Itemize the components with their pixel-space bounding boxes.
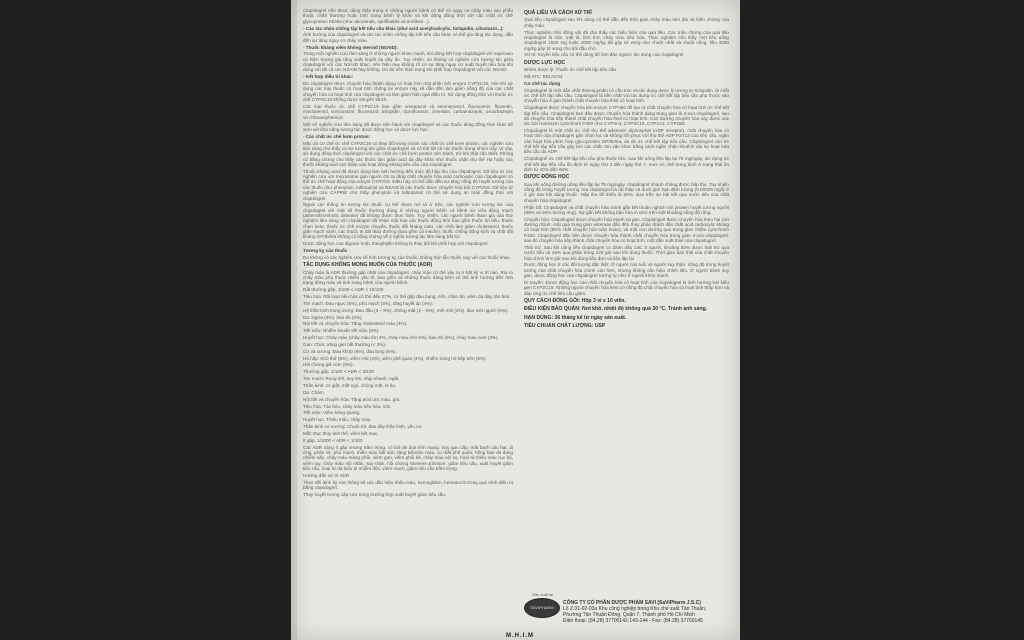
company-logo — [524, 598, 560, 618]
paragraph: Phân bố: Clopidogrel và chất chuyển hóa chính gắn kết thuận nghịch với protein huyết tương người (98% và 94% tương ứng). Sự gắn kết không bão hòa in vitro trên một khoảng nồng độ rộng. — [524, 204, 729, 215]
company-block — [563, 600, 738, 624]
paragraph: Thường gặp, 1/100 < ADR < 3/100 — [303, 369, 374, 375]
paragraph: Clopidogrel ức chế kết tập tiểu cầu phụ thuộc liều. Sau khi uống liều lặp lại 75 mg/ngày, tác dụng ức chế kết tập tiểu cầu ổn định từ ngày thứ 3 đến ngày thứ 7, mức ức chế trung bình ở trạng thái ổn định từ 40% đến 60%. — [524, 156, 729, 172]
section-heading: TIÊU CHUẨN CHẤT LƯỢNG: USP — [524, 323, 606, 330]
page-shadow — [291, 0, 297, 640]
paragraph: Huyết học: Thiếu máu, chảy máu. — [303, 417, 372, 423]
subheading: - Các chất ức chế bơm proton: — [303, 133, 371, 139]
paragraph: Rất thường gặp, 3/100 < ADR < 10/100 — [303, 287, 384, 293]
paragraph: Tim mạch: Đau ngực (8%), phù mạch (4%), tăng huyết áp (4%). — [303, 300, 434, 306]
paragraph: Hệ thần kinh trung ương: Đau đầu (3 – 8%), chóng mặt (2 – 5%), mệt mỏi (3%), đau mỏi người (6%). — [303, 307, 509, 313]
paragraph: Ảnh hưởng của clopidogrel và các tác nhân chống tập kết tiểu cầu khác có thể gia tăng tác dụng, dẫn đến sự tăng nguy cơ chảy máu. — [303, 32, 513, 43]
paragraph: Hội chứng giả cúm (8%). — [303, 362, 354, 368]
paragraph: Ngoài các thông tin tương tác thuốc cụ thể được mô tả ở trên, các nghiên cứu tương tác của clopidogrel với một số thuốc thường dùng ở những người bệnh có bệnh xơ vữa động mạch (atherothrombotic disease) đã không được thực hiện. Tuy nhiên, các người bệnh tham gia vào thử nghiệm lâm sàng với clopidogrel đã nhận một loạt các thuốc đồng thời bao gồm thuốc lợi tiểu, thuốc chẹn beta, thuốc ức chế enzym chuyển, thuốc đối kháng calci, các chất làm giảm cholesterol, thuốc giãn mạch vành, các thuốc trị đái tháo đường (bao gồm cả insulin), thuốc chống động kinh và chất đối kháng GPIIb/IIIa không có bằng chứng về ý nghĩa tương tác lâm sàng bất lợi. — [303, 202, 513, 240]
section-heading: TÁC DỤNG KHÔNG MONG MUỐN CỦA THUỐC (ADR) — [303, 262, 433, 269]
paragraph: Clopidogrel được chuyển hóa bởi enzym CYP450 để tạo ra chất chuyển hóa có hoạt tính ức chế kết tập tiểu cầu. Clopidogrel ban đầu được chuyển hóa thành dạng trung gian là 2-oxo-clopidogrel, sau đó chuyển hóa tiếp thành chất chuyển hóa thiol có hoạt tính. Con đường chuyển hóa này được xúc tác bởi isoenzym cytochrom P450 như CYP3A4, CYP2C19, CYP1A2, CYP2B6. — [524, 105, 729, 127]
subheading: Tương kỵ của thuốc — [303, 248, 348, 254]
paragraph: Mã ATC: B01AC04 — [524, 73, 563, 79]
paragraph: Tiết niệu: Viêm bàng quang. — [303, 410, 361, 416]
paragraph: Xử trí: truyền tiểu cầu có thể dùng để làm đảo ngược tác dụng của clopidogrel. — [524, 52, 685, 58]
paragraph: Thay huyết tương cấp cứu trong trường hợp xuất huyết giảm tiểu cầu. — [303, 491, 447, 497]
section-heading: QUY CÁCH ĐÓNG GÓI: Hộp 3 vỉ x 10 viên. — [524, 298, 626, 304]
section-heading: DƯỢC LỰC HỌC — [524, 59, 566, 66]
paragraph: Chuyển hóa: Clopidogrel được chuyển hóa mạnh tại gan. Clopidogrel được chuyển hóa theo hai con đường chính: một qua trung gian esterase dẫn đến thủy phân thành dẫn chất acid carboxylic không có hoạt tính (85% chất chuyển hóa tuần hoàn), và một con đường qua trung gian nhiều cytochrom P450. Clopidogrel đầu tiên được chuyển hóa thành chất chuyển hóa trung gian 2-oxo-clopidogrel, sau đó chuyển hóa tiếp thành chất chuyển hóa có hoạt tính, một dẫn xuất thiol của clopidogrel. — [524, 216, 729, 244]
paragraph: Do không có các nghiên cứu về tính tương kỵ của thuốc, không trộn lẫn thuốc này với các thuốc khác. — [303, 254, 512, 260]
paragraph: Tim mạch: Rung nhĩ, suy tim, nhịp nhanh, ngất. — [303, 376, 400, 382]
bottom-tag: M.H.I.M — [506, 633, 534, 639]
paragraph: Thuốc kháng acid đã được dùng làm ảnh hưởng đến mức độ hấp thu của clopidogrel. Dữ liệu từ các nghiên cứu với microsome gan người chỉ ra rằng chất chuyển hóa acid carboxylic của clopidogrel có thể ức chế hoạt động của enzym CYP2C9. Điều này có thể dẫn đến sự tăng nồng độ huyết tương của các thuốc như phenytoin, tolbutamid và NSAID là các thuốc được chuyển hóa bởi CYP2C9. Dữ liệu từ nghiên cứu CAPRIE cho thấy phenytoin và tolbutamid có thể sử dụng an toàn đồng thời với clopidogrel. — [303, 168, 513, 201]
company-address-2: Phường Tân Thuận Đông, Quận 7, Thành phố Hồ Chí Minh — [563, 612, 695, 618]
paragraph: Tiêu hóa: Rối loạn tiêu hóa có thể đến 27%, có thể gặp đau bụng, nôn, chán ăn, viêm dạ dày, táo bón. — [303, 294, 511, 299]
subheading: Cơ chế tác dụng — [524, 80, 561, 86]
paragraph: Sau khi uống đường uống liều lặp lại 75 mg/ngày, clopidogrel nhanh chóng được hấp thu. Tuy nhiên nồng độ trong huyết tương của clopidogrel là rất thấp và dưới giới hạn định lượng (0,00025 mg/l) ở 2 giờ sau khi dùng thuốc. Hấp thu tối thiểu là 50%, dựa trên sự bài tiết qua nước tiểu của chất chuyển hóa clopidogrel. — [524, 181, 729, 203]
paragraph: Nội tiết và chuyển hóa: Tăng acid uric máu, gút. — [303, 396, 401, 402]
paragraph: Mặc dù cơ chế ức chế CYP2C19 có thay đổi trong nhóm các chất ức chế bơm proton, các nghiên cứu lâm sàng cho thấy có sự tương tác giữa clopidogrel và có thể tất cả các thuốc trong nhóm này. Vì vậy, sử dụng đồng thời clopidogrel với các chất ức chế bơm proton nên tránh, trừ khi thật cần thiết. Không có bằng chứng cho thấy các thuốc làm giảm acid dạ dày khác như thuốc chặn thụ thể H2 hoặc các thuốc kháng acid can thiệp vào hoạt động kháng tiểu cầu của clopidogrel. — [303, 140, 513, 167]
paragraph: Một số nghiên cứu lâm sàng đã được tiến hành với clopidogrel và các thuốc dùng đồng thời khác để xem xét khả năng tương tác dược động học và dược lực học. — [303, 121, 513, 132]
paragraph: Hướng dẫn xử trí ADR — [303, 472, 350, 478]
paragraph: Thực nghiệm trên động vật đã cho thấy các biểu hiện của quá liều. Các triệu chứng của quá liều clopidogrel là nôn, mệt lả, khó thở, chảy máu tiêu hóa. Thực nghiệm cho thấy một liều uống clopidogrel 1500 mg hoặc 2000 mg/kg đã gây tử vong cho chuột nhắt và chuột cống, liều 3000 mg/kg gây tử vong cho khỉ đầu chó. — [524, 29, 729, 51]
paragraph: Dược động học ở các đối tượng đặc biệt: Ở người cao tuổi và người suy thận, nồng độ trong huyết tương của chất chuyển hóa chính cao hơn, nhưng không cần hiệu chỉnh liều. Ở người bệnh suy gan, dược động học của clopidogrel tương tự như ở người khỏe mạnh. — [524, 262, 729, 279]
paragraph: Tiết niệu: Nhiễm khuẩn tiết niệu (3%). — [303, 328, 380, 334]
paragraph: Các ADR nặng ít gặp nhưng trầm trọng, có thể đe dọa tính mạng: Suy gan cấp, mất bạch cầu hạt, dị ứng, phản vệ, phù mạch, thiếu máu bất sản, tăng bilirubin máu, co thắt phế quản, hồng ban đa dạng nhiễm sắc, chảy máu màng phổi, viêm gan, viêm phổi kẽ, chảy máu nội sọ, hoại tử thiếu máu cục bộ, viêm tụy, chảy máu nội nhãn, suy thận, hội chứng Stevens-Johnson, giảm tiểu cầu, xuất huyết giảm tiểu cầu, hoại tử da biểu bì nhiễm độc, viêm mạch, giảm tiểu cầu trầm trọng. — [303, 444, 513, 471]
section-heading: HẠN DÙNG: 36 tháng kể từ ngày sản xuất. — [524, 314, 627, 321]
paragraph: Thần kinh cơ vương: Chuột rút, đau dây thần kinh, yếu cơ. — [303, 424, 423, 430]
paragraph: Gan: Chức năng gan bất thường (< 3%). — [303, 341, 387, 347]
paragraph: Clopidogrel nên được dùng thận trọng ở những người bệnh có thể có nguy cơ chảy máu sau phẫu thuật, chấn thương hoặc tình trạng bệnh lý khác và khi dùng đồng thời với các chất ức chế glycoprotein IIb/IIIa (như abciximab, eptifibatide và tirofiban...). — [303, 8, 513, 24]
paragraph: Mắt: Đục thủy tinh thể, viêm kết mạc. — [303, 430, 379, 436]
paragraph: Di truyền: Dược động học của chất chuyển hóa có hoạt tính của clopidogrel bị ảnh hưởng bởi kiểu gen CYP2C19. Những người chuyển hóa kém có nồng độ chất chuyển hóa có hoạt tính thấp hơn và đáp ứng ức chế tiểu cầu giảm. — [524, 279, 729, 296]
paragraph: Trong một nghiên cứu lâm sàng ở những người khỏe mạnh, khi dùng kết hợp clopidogrel với naproxen có hiện tượng gia tăng xuất huyết dạ dày ẩn. Tuy nhiên, do không có nghiên cứu tương tác giữa clopidogrel với các NSAID khác, nên hiện nay không rõ có sự tăng nguy cơ xuất huyết tiêu hóa khi dùng với tất cả các NSAID hay không. Do đó nên thận trọng khi phối hợp clopidogrel với các NSAID. — [303, 51, 513, 73]
section-heading: QUÁ LIỀU VÀ CÁCH XỬ TRÍ — [524, 10, 592, 16]
paragraph: Da: Chàm. — [303, 389, 325, 395]
subheading: - Thuốc kháng viêm không steroid (NSAID): — [303, 44, 398, 50]
paragraph: Thần kinh: co giật, mất ngủ, chóng mặt, lo âu. — [303, 382, 397, 388]
signature-label: Sản xuất tại — [532, 592, 554, 597]
section-heading: ĐIỀU KIỆN BẢO QUẢN: Nơi khô, nhiệt độ không quá 30 °C. Tránh ánh sáng. — [524, 306, 708, 313]
paragraph: Hô hấp: Khó thở (5%), viêm mũi (4%), viêm phế quản (4%), nhiễm trùng hô hấp trên (9%). — [303, 355, 487, 361]
paragraph: Quá liều clopidogrel sau khi dùng có thể dẫn đến thời gian chảy máu kéo dài và biến chứng của chảy máu. — [524, 17, 729, 28]
paragraph: Da: Ngứa (4%), ban đỏ (3%). — [303, 314, 363, 320]
paragraph: Do clopidogrel được chuyển hóa thành dạng có hoạt tính một phần bởi enzym CYP2C19, nên khi sử dụng các loại thuốc có hoạt tính chống lại enzym này sẽ dẫn đến làm giảm nồng độ của các chất chuyển hóa có hoạt tính của clopidogrel và làm giảm hiệu quả điều trị. Sử dụng đồng thời với thuốc ức chế CYP2C19 không được khuyến khích. — [303, 81, 513, 103]
subheading: - Kết hợp điều trị khác: — [303, 74, 354, 80]
paragraph: Clopidogrel là một chất ức chế thụ thể adenosin diphosphat (ADP receptor), chất chuyển hóa có hoạt tính của clopidogrel gắn chọn lọc và không hồi phục với thụ thể ADP P2Y12 của tiểu cầu, ngăn cản hoạt hóa phức hợp glycoprotein GPIIb/IIIa, do đó ức chế kết tập tiểu cầu. Clopidogrel còn ức chế kết tập tiểu cầu gây bởi các chất chủ vận khác bằng cách ngăn chặn khuếch đại sự hoạt hóa tiểu cầu do ADP. — [524, 128, 729, 155]
section-heading: DƯỢC ĐỘNG HỌC — [524, 174, 570, 181]
paragraph: Theo dõi định kỳ các thông số các dấu hiệu thiếu máu, hemoglobin, hematocrit trong quá trình điều trị bằng clopidogrel. — [303, 479, 513, 490]
leaflet-page — [291, 0, 740, 640]
paragraph: Cơ và xương: Đau khớp (6%), đau lưng (6%). — [303, 348, 397, 354]
paragraph: Chảy máu là ADR thường gặp nhất của clopidogrel, chảy máu có thể xảy ra ở bất kỳ vị trí nào. Rủi ro chảy máu phụ thuộc nhiều yếu tố, bao gồm cả những thuốc dùng kèm có thể ảnh hưởng đến tình trạng đông máu và tình trạng bệnh của người bệnh. — [303, 269, 513, 286]
paragraph: Dược động học của digoxin hoặc theophyllin không bị thay đổi khi phối hợp với clopidogrel. — [303, 241, 489, 247]
left-column — [303, 8, 513, 499]
company-phone: Điện thoại: (84.28) 37700142-143-144 - Fax: (84.28) 37700145 — [563, 618, 703, 624]
paragraph: Ít gặp, 1/1000 < ADR < 1/100 — [303, 437, 363, 443]
subheading: - Các tác nhân chống tập kết tiểu cầu khác (như acid acetylsalicylic, ticlopidin, cilostazol...): — [303, 25, 504, 31]
paragraph: Nhóm dược lý: Thuốc ức chế kết tập tiểu cầu. — [524, 67, 618, 73]
paragraph: Các loại thuốc ức chế CYP2C19 bao gồm omeprazol và esomeprazol, fluvoxamin, fluoxetin, moclobemid, voriconazol, fluconazol, ticlopidin, ciprofloxacin, cimetidin, carbamazepin, oxcarbazepin và chloramphenicol. — [303, 104, 513, 120]
paragraph: Thải trừ: Sau khi uống liều clopidogrel có đánh dấu 14C ở người, khoảng 50% được thải trừ qua nước tiểu và 46% qua phân trong 120 giờ sau khi dùng thuốc. Thời gian bán thải của chất chuyển hóa chính là 8 giờ sau khi dùng liều đơn và liều lặp lại. — [524, 244, 729, 261]
paragraph: Tiêu hóa: Táo bón, chảy máu tiêu hóa, nôn. — [303, 403, 392, 409]
paragraph: Huyết học: Chảy máu (chảy máu lớn 4%, chảy máu nhỏ 5%), ban đỏ (5%), chảy máu cam (3%). — [303, 335, 499, 341]
logo-text: SAVIPHARM — [530, 605, 554, 610]
company-address-1: Lô Z.01-02-03a Khu công nghiệp trong Khu chế xuất Tân Thuận, — [563, 606, 707, 612]
paragraph: Clopidogrel là một dẫn chất thienopyridin có cấu trúc và tác dụng dược lý tương tự ticlopidin, là chất ức chế kết tập tiểu cầu. Clopidogrel là tiền chất với tác dụng ức chế kết tập tiểu cầu phụ thuộc vào chuyển hóa ở gan thành chất chuyển hóa thiol có hoạt tính. — [524, 87, 729, 104]
right-column — [524, 8, 729, 330]
paragraph: Nội tiết và chuyển hóa: Tăng cholesterol máu (4%). — [303, 321, 408, 327]
company-name: CÔNG TY CỔ PHẦN DƯỢC PHẨM SAVI (SaViPharm J.S.C) — [563, 600, 701, 606]
